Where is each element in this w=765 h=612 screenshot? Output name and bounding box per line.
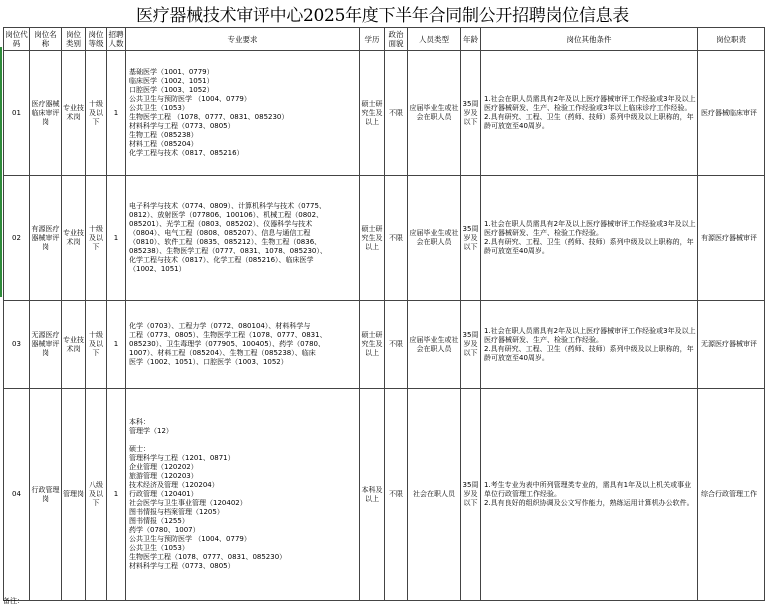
major-line: 化学工程与技术（0817）、化学工程（085216）、临床医学	[129, 256, 314, 264]
major-line: （0804）、电气工程（0808、085207）、信息与通信工程	[129, 229, 311, 237]
major-line: 图书情报（1255）	[129, 517, 189, 525]
cell-person-type[interactable]: 应届毕业生或社会在职人员	[408, 301, 461, 389]
header-other[interactable]: 岗位其他条件	[481, 28, 698, 51]
header-category[interactable]: 岗位类别	[62, 28, 86, 51]
cell-name[interactable]: 有源医疗器械审评岗	[30, 176, 62, 301]
header-education[interactable]: 学历	[360, 28, 385, 51]
major-line: 旅游管理（120203）	[129, 472, 198, 480]
major-line: 化学工程与技术（0817、085216）	[129, 149, 244, 157]
cell-count[interactable]: 1	[107, 51, 126, 176]
cell-politics[interactable]: 不限	[385, 301, 408, 389]
cell-count[interactable]: 1	[107, 301, 126, 389]
cell-education[interactable]: 本科及以上	[360, 389, 385, 601]
major-line: 生物医学工程（1078、0777、0831、085230）	[129, 553, 287, 561]
major-line: 公共卫生（1053）	[129, 544, 189, 552]
cell-duty[interactable]: 无源医疗器械审评	[698, 301, 765, 389]
major-line: 硕士：	[129, 445, 150, 453]
cell-person-type[interactable]: 应届毕业生或社会在职人员	[408, 176, 461, 301]
major-line: 材料工程（085204）	[129, 140, 198, 148]
major-line: 公共卫生与预防医学 （1004、0779）	[129, 535, 251, 543]
condition-line: 2.具有良好的组织协调及公文写作能力，熟练运用计算机办公软件。	[484, 499, 694, 507]
header-politics[interactable]: 政治面貌	[385, 28, 408, 51]
major-line: 图书情报与档案管理（1205）	[129, 508, 224, 516]
cell-count[interactable]: 1	[107, 389, 126, 601]
cell-major[interactable]	[126, 389, 360, 601]
condition-line: 2.具有研究、工程、卫生（药师、技师）系列中级及以上职称的，年龄可放宽至40周岁。	[484, 113, 694, 130]
major-line: 基础医学（1001、0779）	[129, 68, 214, 76]
table-row	[4, 51, 765, 176]
cell-politics[interactable]: 不限	[385, 389, 408, 601]
header-row	[4, 28, 765, 51]
cell-age[interactable]: 35周岁及以下	[461, 176, 481, 301]
major-line: （0810）、软件工程（0835、085212）、生物工程（0836、	[129, 238, 322, 246]
header-person-type[interactable]: 人员类型	[408, 28, 461, 51]
major-line: 公共卫生（1053）	[129, 104, 189, 112]
major-line: 行政管理（120401）	[129, 490, 198, 498]
cell-person-type[interactable]: 社会在职人员	[408, 389, 461, 601]
condition-line: 2.具有研究、工程、卫生（药师、技师）系列中级及以上职称的，年龄可放宽至40周岁。	[484, 238, 694, 255]
major-line: 化学（0703）、工程力学（0772、080104）、材料科学与	[129, 322, 311, 330]
header-level[interactable]: 岗位等级	[86, 28, 107, 51]
cell-name[interactable]: 医疗器械临床审评岗	[30, 51, 62, 176]
major-line: 药学（0780、1007）	[129, 526, 200, 534]
page-title: 医疗器械技术审评中心2025年度下半年合同制公开招聘岗位信息表	[136, 6, 629, 26]
cell-person-type[interactable]: 应届毕业生或社会在职人员	[408, 51, 461, 176]
cell-major[interactable]	[126, 51, 360, 176]
cell-other[interactable]	[481, 176, 698, 301]
header-duty[interactable]: 岗位职责	[698, 28, 765, 51]
major-line: 085230）、卫生毒理学（077905、100405）、药学（0780、	[129, 340, 325, 348]
condition-line: 1.社会在职人员需具有2年及以上医疗器械审评工作经验或3年及以上医疗器械研发、生产、检验工作经验。	[484, 220, 696, 237]
cell-other[interactable]	[481, 301, 698, 389]
cell-politics[interactable]: 不限	[385, 176, 408, 301]
major-line: 1007）、材料工程（085204）、生物工程（085238）、临床	[129, 349, 316, 357]
major-line: 085201）、光学工程（0803、085202）、仪器科学与技术	[129, 220, 313, 228]
major-line: 电子科学与技术（0774、0809）、计算机科学与技术（0775、	[129, 202, 326, 210]
major-line: 材料科学与工程（0773、0805）	[129, 122, 235, 130]
cell-duty[interactable]: 医疗器械临床审评	[698, 51, 765, 176]
header-count[interactable]: 招聘人数	[107, 28, 126, 51]
major-line: 工程（0773、0805）、生物医学工程（1078、0777、0831、	[129, 331, 327, 339]
header-age[interactable]: 年龄	[461, 28, 481, 51]
cell-politics[interactable]: 不限	[385, 51, 408, 176]
cell-name[interactable]: 无源医疗器械审评岗	[30, 301, 62, 389]
cell-age[interactable]: 35周岁及以下	[461, 389, 481, 601]
condition-line: 1.社会在职人员需具有2年及以上医疗器械审评工作经验或3年及以上医疗器械研发、生产、检验工作经验。	[484, 326, 696, 344]
footer-note: 备注：	[3, 597, 24, 605]
condition-line: 1.社会在职人员需具有2年及以上医疗器械审评工作经验或3年及以上医疗器械研发、生产、检验工作经验或3年以上临床诊疗工作经验。	[484, 95, 696, 112]
cell-education[interactable]: 硕士研究生及以上	[360, 176, 385, 301]
table-row	[4, 176, 765, 301]
header-major[interactable]: 专业要求	[126, 28, 360, 51]
cell-code[interactable]: 04	[4, 389, 30, 601]
positions-table	[3, 27, 765, 601]
major-line: 公共卫生与预防医学 （1004、0779）	[129, 95, 251, 103]
major-line: 管理学（12）	[129, 427, 173, 435]
condition-line: 1.考生专业为表中所列管理类专业的，需具有1年及以上机关或事业单位行政管理工作经验。	[484, 481, 692, 498]
cell-category[interactable]: 专业技术岗	[62, 51, 86, 176]
major-line: 本科：	[129, 418, 150, 426]
major-line: 企业管理（120202）	[129, 463, 198, 471]
row-marker	[0, 47, 2, 172]
table-row	[4, 301, 765, 389]
major-line: 生物医学工程 （1078、0777、0831、085230）	[129, 113, 289, 121]
header-name[interactable]: 岗位名称	[30, 28, 62, 51]
cell-education[interactable]: 硕士研究生及以上	[360, 51, 385, 176]
major-line: 材料科学与工程（0773、0805）	[129, 562, 235, 570]
cell-major[interactable]	[126, 301, 360, 389]
major-line: 0812）、放射医学（077806、100106）、机械工程（0802、	[129, 211, 324, 219]
major-line: 临床医学（1002、1051）	[129, 77, 214, 85]
cell-age[interactable]: 35周岁及以下	[461, 51, 481, 176]
header-code[interactable]: 岗位代码	[4, 28, 30, 51]
cell-level[interactable]: 八级及以下	[86, 389, 107, 601]
condition-line: 2.具有研究、工程、卫生（药师、技师）系列中级及以上职称的，年龄可放宽至40周岁。	[484, 344, 694, 362]
cell-level[interactable]: 十级及以下	[86, 301, 107, 389]
major-line: （1002、1051）	[129, 265, 186, 273]
cell-level[interactable]: 十级及以下	[86, 176, 107, 301]
cell-code[interactable]: 01	[4, 51, 30, 176]
table-row	[4, 389, 765, 601]
cell-duty[interactable]: 有源医疗器械审评	[698, 176, 765, 301]
cell-category[interactable]: 专业技术岗	[62, 176, 86, 301]
cell-category[interactable]: 专业技术岗	[62, 301, 86, 389]
major-line: 技术经济及管理（120204）	[129, 481, 219, 489]
major-line: 管理科学与工程（1201、0871）	[129, 454, 235, 462]
major-line: 口腔医学（1003、1052）	[129, 86, 214, 94]
cell-count[interactable]: 1	[107, 176, 126, 301]
major-line	[129, 436, 358, 445]
cell-name[interactable]: 行政管理岗	[30, 389, 62, 601]
cell-code[interactable]: 03	[4, 301, 30, 389]
cell-major[interactable]	[126, 176, 360, 301]
cell-other[interactable]	[481, 389, 698, 601]
major-line: 医学（1002、1051）、口腔医学（1003、1052）	[129, 358, 288, 366]
major-line: 社会医学与卫生事业管理（120402）	[129, 499, 247, 507]
cell-other[interactable]	[481, 51, 698, 176]
cell-education[interactable]: 硕士研究生及以上	[360, 301, 385, 389]
cell-code[interactable]: 02	[4, 176, 30, 301]
cell-age[interactable]: 35周岁及以下	[461, 301, 481, 389]
major-line: 085238）、生物医学工程（0777、0831、1078、085230）、	[129, 247, 327, 255]
cell-level[interactable]: 十级及以下	[86, 51, 107, 176]
cell-duty[interactable]: 综合行政管理工作	[698, 389, 765, 601]
major-line: 生物工程（085238）	[129, 131, 198, 139]
row-marker	[0, 172, 2, 297]
cell-category[interactable]: 管理岗	[62, 389, 86, 601]
